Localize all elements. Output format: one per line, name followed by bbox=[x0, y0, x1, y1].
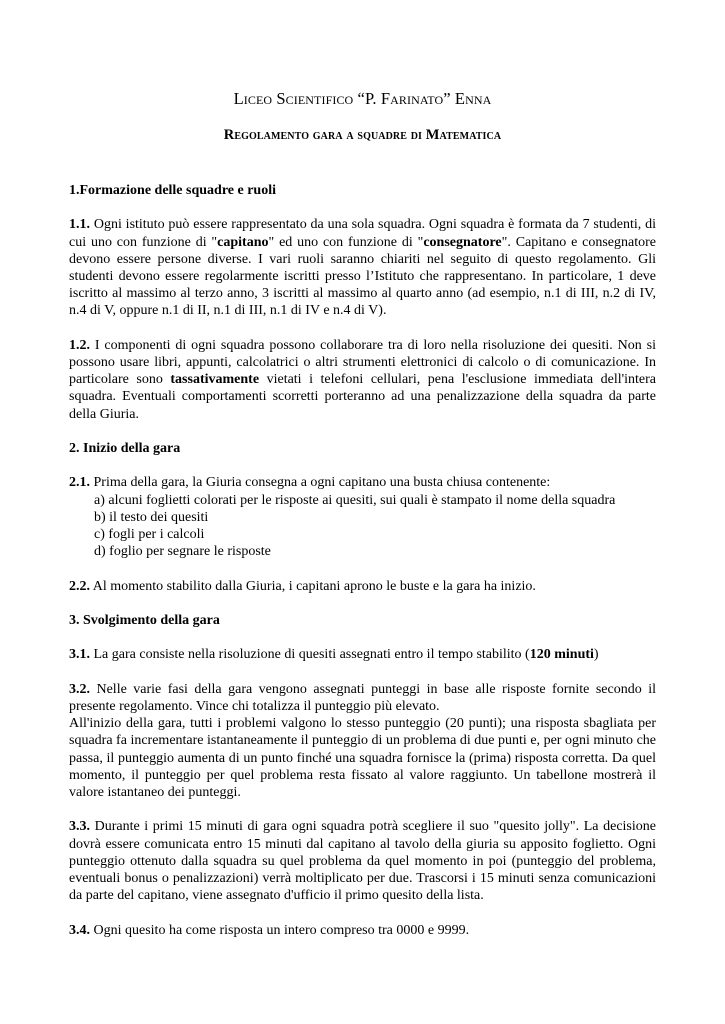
paragraph-text: ) bbox=[593, 647, 599, 663]
paragraph-3-3 bbox=[69, 818, 656, 904]
paragraph-3-2-continued: All'inizio della gara, tutti i problemi valgono lo stesso punteggio (20 punti); una risposta sbagliata per squadra fa incrementare istantaneamente il punteggio di un problema di due punti e, per ogni minuto che passa, il punteggio aumenta di un punto finché una squadra fornisce la (prima) risposta corretta. Da quel momento, il punteggio per quel problema resta fissato al valore raggiunto. Un tabellone mostrerà il valore istantaneo dei punteggi. bbox=[69, 716, 656, 800]
paragraph-1-2 bbox=[69, 337, 656, 423]
document-subtitle: Regolamento gara a squadre di Matematica bbox=[223, 127, 502, 143]
section-heading-1: 1.Formazione delle squadre e ruoli bbox=[69, 183, 276, 198]
paragraph-number: 3.2. bbox=[69, 681, 90, 697]
paragraph-text: ". Capitano e consegnatore devono essere persone diverse. I vari ruoli saranno chiariti nel seguito di questo regolamento. Gli studenti devono essere regolarmente iscritti presso l’Istituto che rappresentano. In particolare, 1 deve iscritto al massimo al terzo anno, 3 iscritti al massimo al quarto anno (ad esempio, n.1 di III, n.2 di IV, n.4 di V, oppure n.1 di II, n.1 di III, n.1 di IV e n.4 di V). bbox=[69, 234, 656, 319]
paragraph-2-1 bbox=[69, 474, 656, 491]
document-page bbox=[69, 86, 656, 956]
paragraph-text: Durante i primi 15 minuti di gara ogni squadra potrà scegliere il suo "quesito jolly". La decisione dovrà essere comunicata entro 15 minuti dal capitano al tavolo della giuria su apposito foglietto. Ogni punteggio ottenuto dalla squadra su quel problema da quel momento in poi (punteggio del problema, eventuali bonus o penalizzazioni) verrà moltiplicato per due. Trascorsi i 15 minuti senza comunicazioni da parte del capitano, viene assegnato d'ufficio il primo quesito della lista. bbox=[69, 819, 656, 904]
list-item: a) alcuni foglietti colorati per le risposte ai quesiti, sui quali è stampato il nome della squadra bbox=[94, 492, 616, 508]
document-title: Liceo Scientifico “P. Farinato” Enna bbox=[233, 89, 492, 108]
paragraph-text: Al momento stabilito dalla Giuria, i capitani aprono le buste e la gara ha inizio. bbox=[90, 578, 536, 594]
paragraph-3-4 bbox=[69, 922, 656, 939]
envelope-contents-list bbox=[69, 492, 656, 561]
paragraph-number: 2.1. bbox=[69, 475, 90, 491]
bold-term-tassativamente: tassativamente bbox=[170, 372, 260, 388]
paragraph-3-2 bbox=[69, 681, 656, 715]
list-item: c) fogli per i calcoli bbox=[94, 527, 205, 542]
paragraph-text: I componenti di ogni squadra possono collaborare tra di loro nella risoluzione dei quesiti. Non si possono usare libri, appunti, calcolatrici o altri strumenti elettronici di calcolo o di comunicazione. In particolare sono bbox=[69, 337, 656, 388]
paragraph-2-2 bbox=[69, 578, 656, 595]
paragraph-3-1 bbox=[69, 646, 656, 663]
document-body bbox=[69, 182, 656, 939]
paragraph-text: Ogni quesito ha come risposta un intero compreso tra 0000 e 9999. bbox=[90, 922, 470, 938]
list-item: d) foglio per segnare le risposte bbox=[94, 544, 271, 560]
paragraph-text: " ed uno con funzione di " bbox=[268, 234, 424, 250]
paragraph-text: Nelle varie fasi della gara vengono assegnati punteggi in base alle risposte fornite secondo il presente regolamento. Vince chi totalizza il punteggio più elevato. bbox=[69, 681, 656, 714]
bold-term-consegnatore: consegnatore bbox=[423, 234, 502, 250]
paragraph-number: 1.1. bbox=[69, 217, 90, 233]
bold-term-capitano: capitano bbox=[217, 234, 269, 250]
paragraph-text: Ogni istituto può essere rappresentato da una sola squadra. Ogni squadra è formata da 7 studenti, di cui uno con funzione di " bbox=[69, 217, 656, 250]
paragraph-number: 3.1. bbox=[69, 647, 90, 663]
paragraph-number: 3.3. bbox=[69, 819, 90, 835]
paragraph-text: vietati i telefoni cellulari, pena l'esclusione immediata dell'intera squadra. Eventuali comportamenti scorretti porteranno ad una penalizzazione della squadra da parte della Giuria. bbox=[69, 372, 657, 422]
paragraph-number: 3.4. bbox=[69, 922, 90, 938]
section-heading-3: 3. Svolgimento della gara bbox=[69, 612, 220, 628]
paragraph-number: 2.2. bbox=[69, 578, 90, 594]
paragraph-text: La gara consiste nella risoluzione di quesiti assegnati entro il tempo stabilito ( bbox=[90, 647, 530, 663]
section-heading-2: 2. Inizio della gara bbox=[69, 441, 181, 456]
paragraph-1-1 bbox=[69, 216, 656, 319]
paragraph-text: Prima della gara, la Giuria consegna a ogni capitano una busta chiusa contenente: bbox=[90, 475, 551, 491]
list-item: b) il testo dei quesiti bbox=[94, 509, 209, 525]
paragraph-number: 1.2. bbox=[69, 337, 90, 353]
bold-duration: 120 minuti bbox=[529, 647, 594, 663]
